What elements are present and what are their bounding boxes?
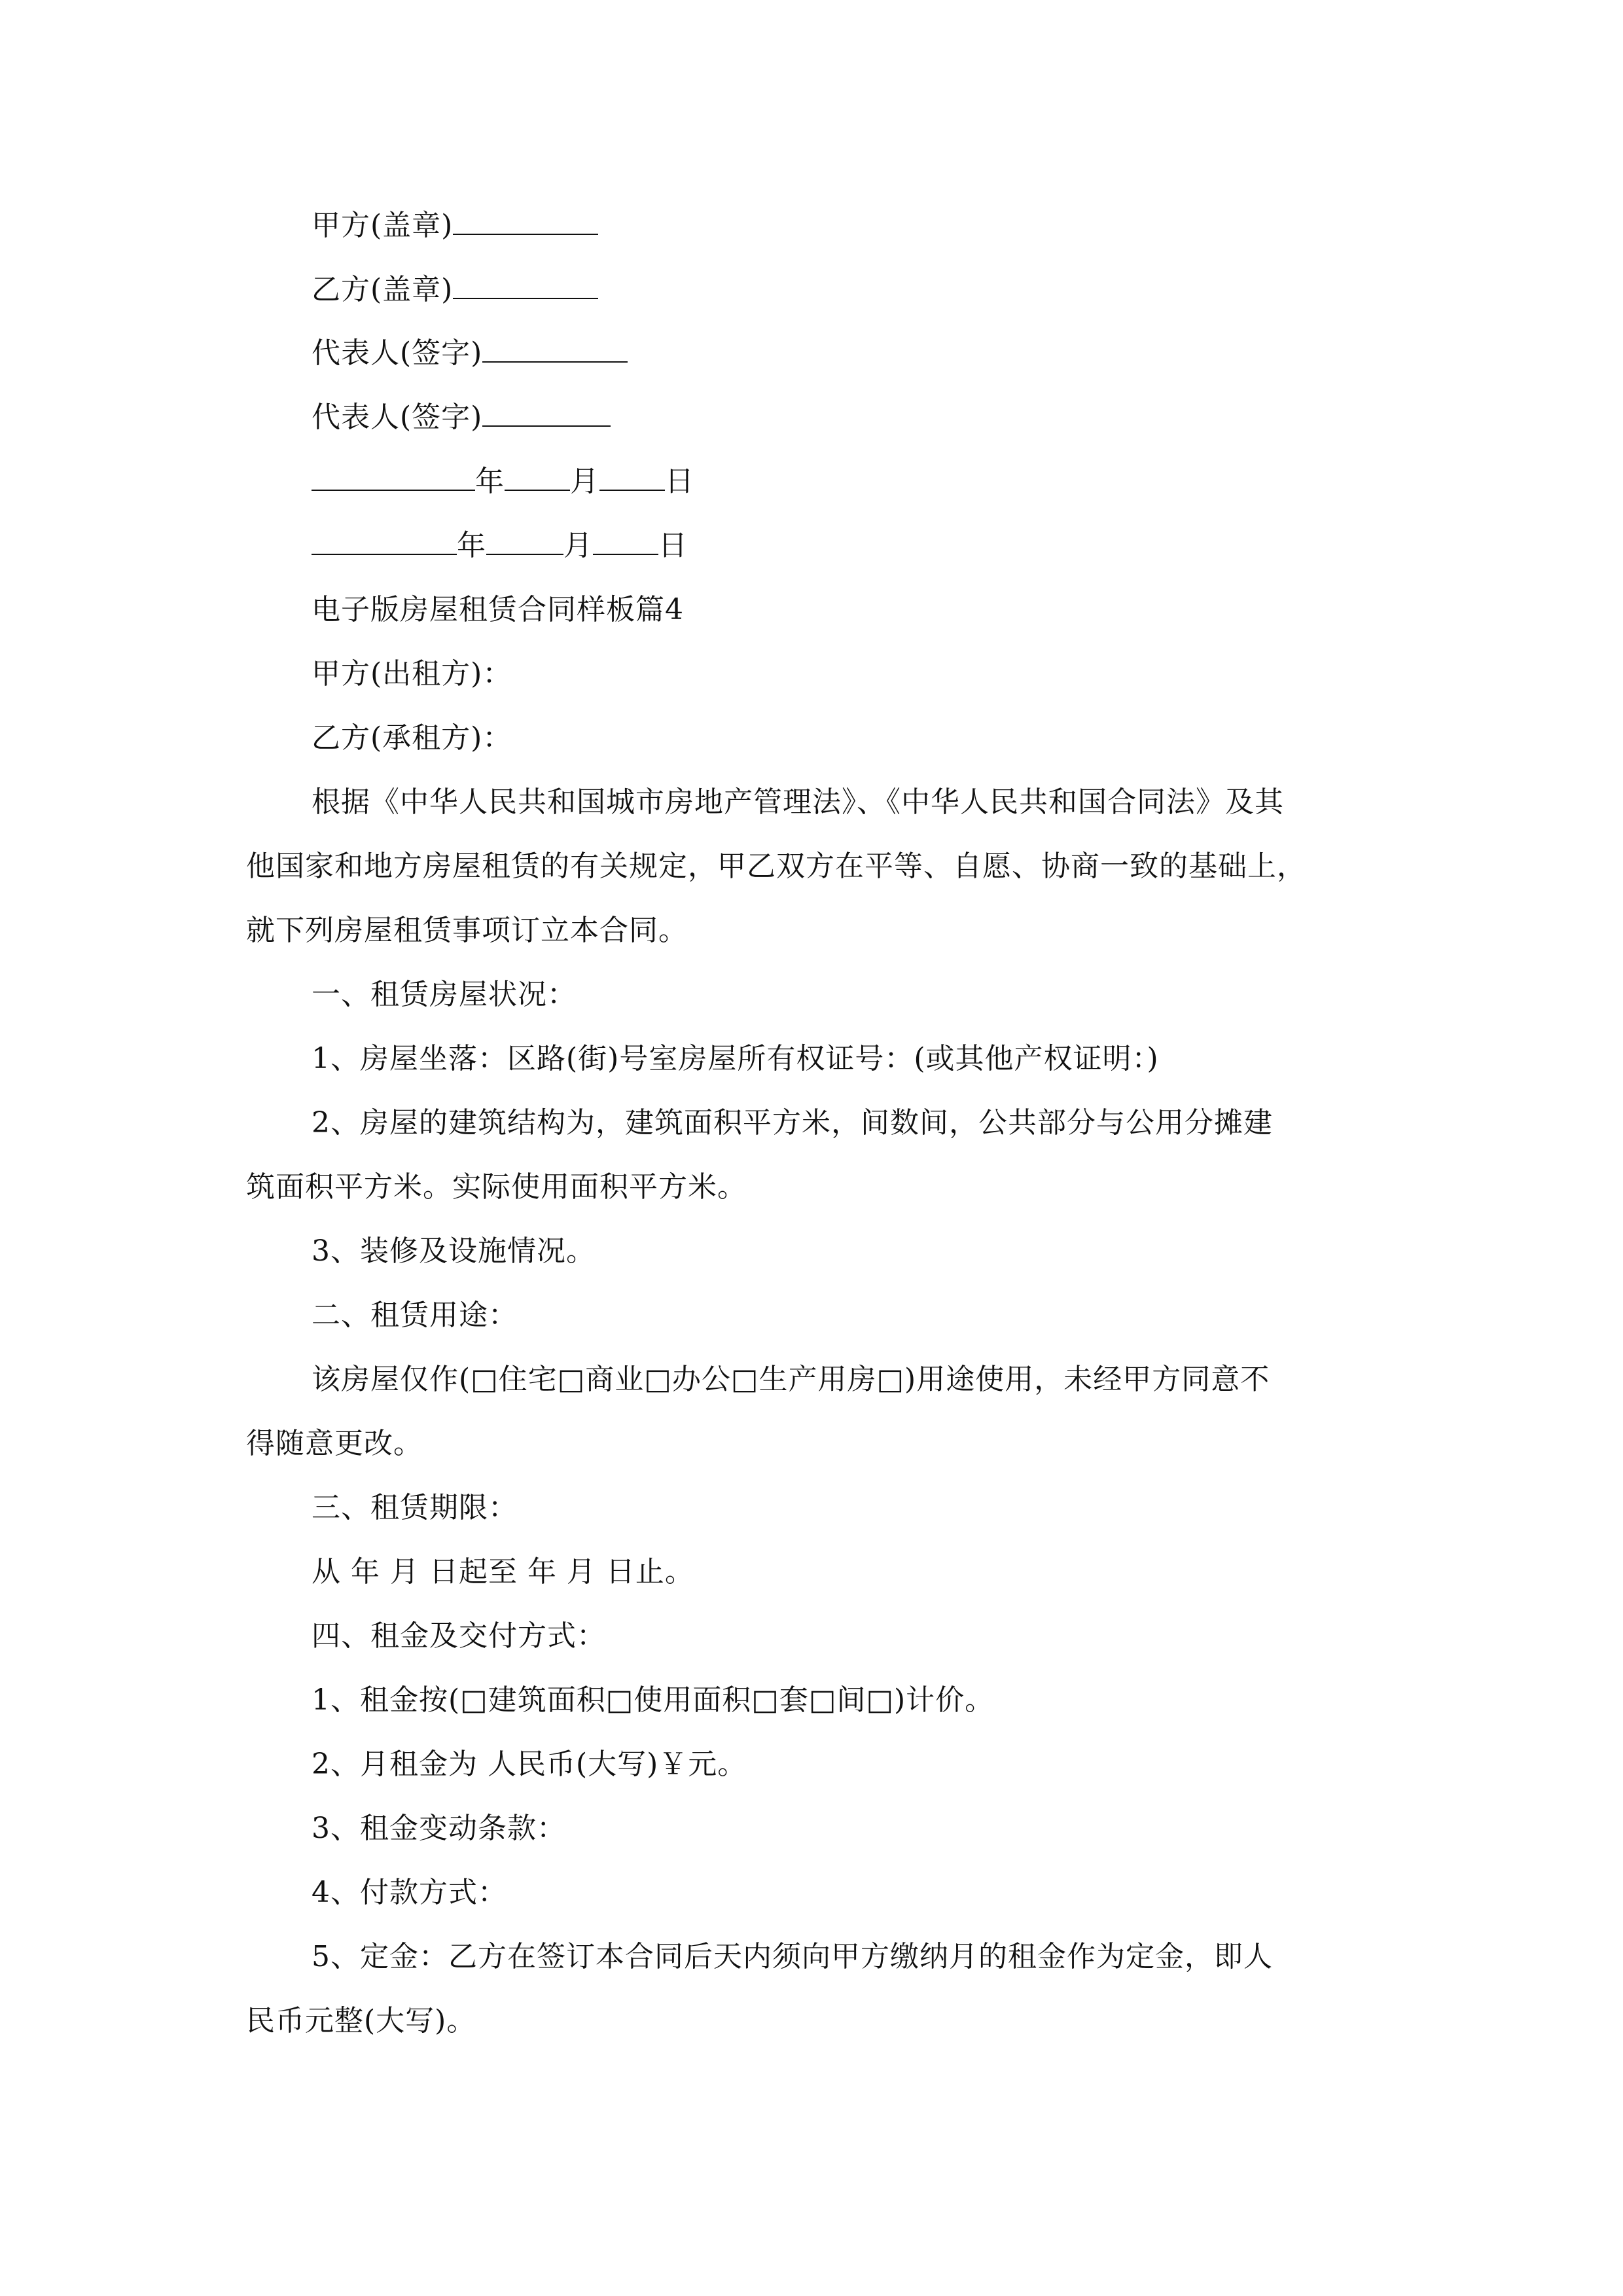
rep1-sign-label: 代表人(签字) bbox=[312, 336, 483, 370]
s1-item-1: 1、房屋坐落：区路(街)号室房屋所有权证号：(或其他产权证明：) bbox=[312, 1042, 1159, 1075]
signature-blank bbox=[453, 272, 598, 299]
signature-blank bbox=[482, 335, 628, 363]
section-3-heading: 三、租赁期限： bbox=[312, 1491, 518, 1524]
month-blank bbox=[505, 463, 570, 491]
section-4-heading: 四、租金及交付方式： bbox=[312, 1619, 606, 1653]
s4-item-5: 5、定金：乙方在签订本合同后天内须向甲方缴纳月的租金作为定金，即人 bbox=[312, 1940, 1273, 1973]
intro-line: 就下列房屋租赁事项订立本合同。 bbox=[246, 914, 688, 947]
day-label: 日 bbox=[658, 529, 688, 562]
party-b-line: 乙方(承租方)： bbox=[312, 721, 512, 755]
rep2-sign-label: 代表人(签字) bbox=[312, 401, 483, 434]
party-a-seal-label: 甲方(盖章) bbox=[312, 209, 454, 242]
section-2-heading: 二、租赁用途： bbox=[312, 1299, 518, 1332]
date-line-2 bbox=[312, 526, 688, 565]
s2-text-cont: 得随意更改。 bbox=[246, 1427, 423, 1460]
s3-text: 从 年 月 日起至 年 月 日止。 bbox=[312, 1555, 694, 1588]
rep2-sign-line bbox=[312, 398, 611, 437]
year-blank bbox=[312, 528, 457, 555]
party-a-seal-line bbox=[312, 206, 598, 245]
section-title: 电子版房屋租赁合同样板篇4 bbox=[312, 593, 684, 626]
month-blank bbox=[486, 528, 563, 555]
day-label: 日 bbox=[665, 465, 694, 498]
rep1-sign-line bbox=[312, 334, 628, 373]
month-label: 月 bbox=[570, 465, 599, 498]
s2-text: 该房屋仅作(□住宅□商业□办公□生产用房□)用途使用，未经甲方同意不 bbox=[312, 1363, 1270, 1396]
year-label: 年 bbox=[475, 465, 505, 498]
year-blank bbox=[312, 463, 475, 491]
s1-item-3: 3、装修及设施情况。 bbox=[312, 1234, 596, 1268]
intro-line: 根据《中华人民共和国城市房地产管理法》、《中华人民共和国合同法》及其 bbox=[312, 785, 1284, 819]
s4-item-4: 4、付款方式： bbox=[312, 1876, 507, 1909]
section-1-heading: 一、租赁房屋状况： bbox=[312, 978, 577, 1011]
party-a-line: 甲方(出租方)： bbox=[312, 657, 512, 691]
month-label: 月 bbox=[563, 529, 593, 562]
year-label: 年 bbox=[457, 529, 486, 562]
s4-item-3: 3、租金变动条款： bbox=[312, 1812, 566, 1845]
s4-item-2: 2、月租金为 人民币(大写)￥元。 bbox=[312, 1748, 747, 1781]
s1-item-2-cont: 筑面积平方米。实际使用面积平方米。 bbox=[246, 1170, 747, 1204]
signature-blank bbox=[453, 207, 598, 235]
intro-line: 他国家和地方房屋租赁的有关规定，甲乙双方在平等、自愿、协商一致的基础上， bbox=[246, 850, 1306, 883]
s4-item-5-cont: 民币元整(大写)。 bbox=[246, 2004, 476, 2037]
signature-blank bbox=[482, 399, 611, 427]
party-b-seal-label: 乙方(盖章) bbox=[312, 273, 454, 306]
s1-item-2: 2、房屋的建筑结构为，建筑面积平方米，间数间，公共部分与公用分摊建 bbox=[312, 1106, 1273, 1139]
s4-item-1: 1、租金按(□建筑面积□使用面积□套□间□)计价。 bbox=[312, 1683, 995, 1717]
day-blank bbox=[593, 528, 658, 555]
date-line-1 bbox=[312, 462, 694, 501]
day-blank bbox=[599, 463, 665, 491]
party-b-seal-line bbox=[312, 270, 598, 310]
